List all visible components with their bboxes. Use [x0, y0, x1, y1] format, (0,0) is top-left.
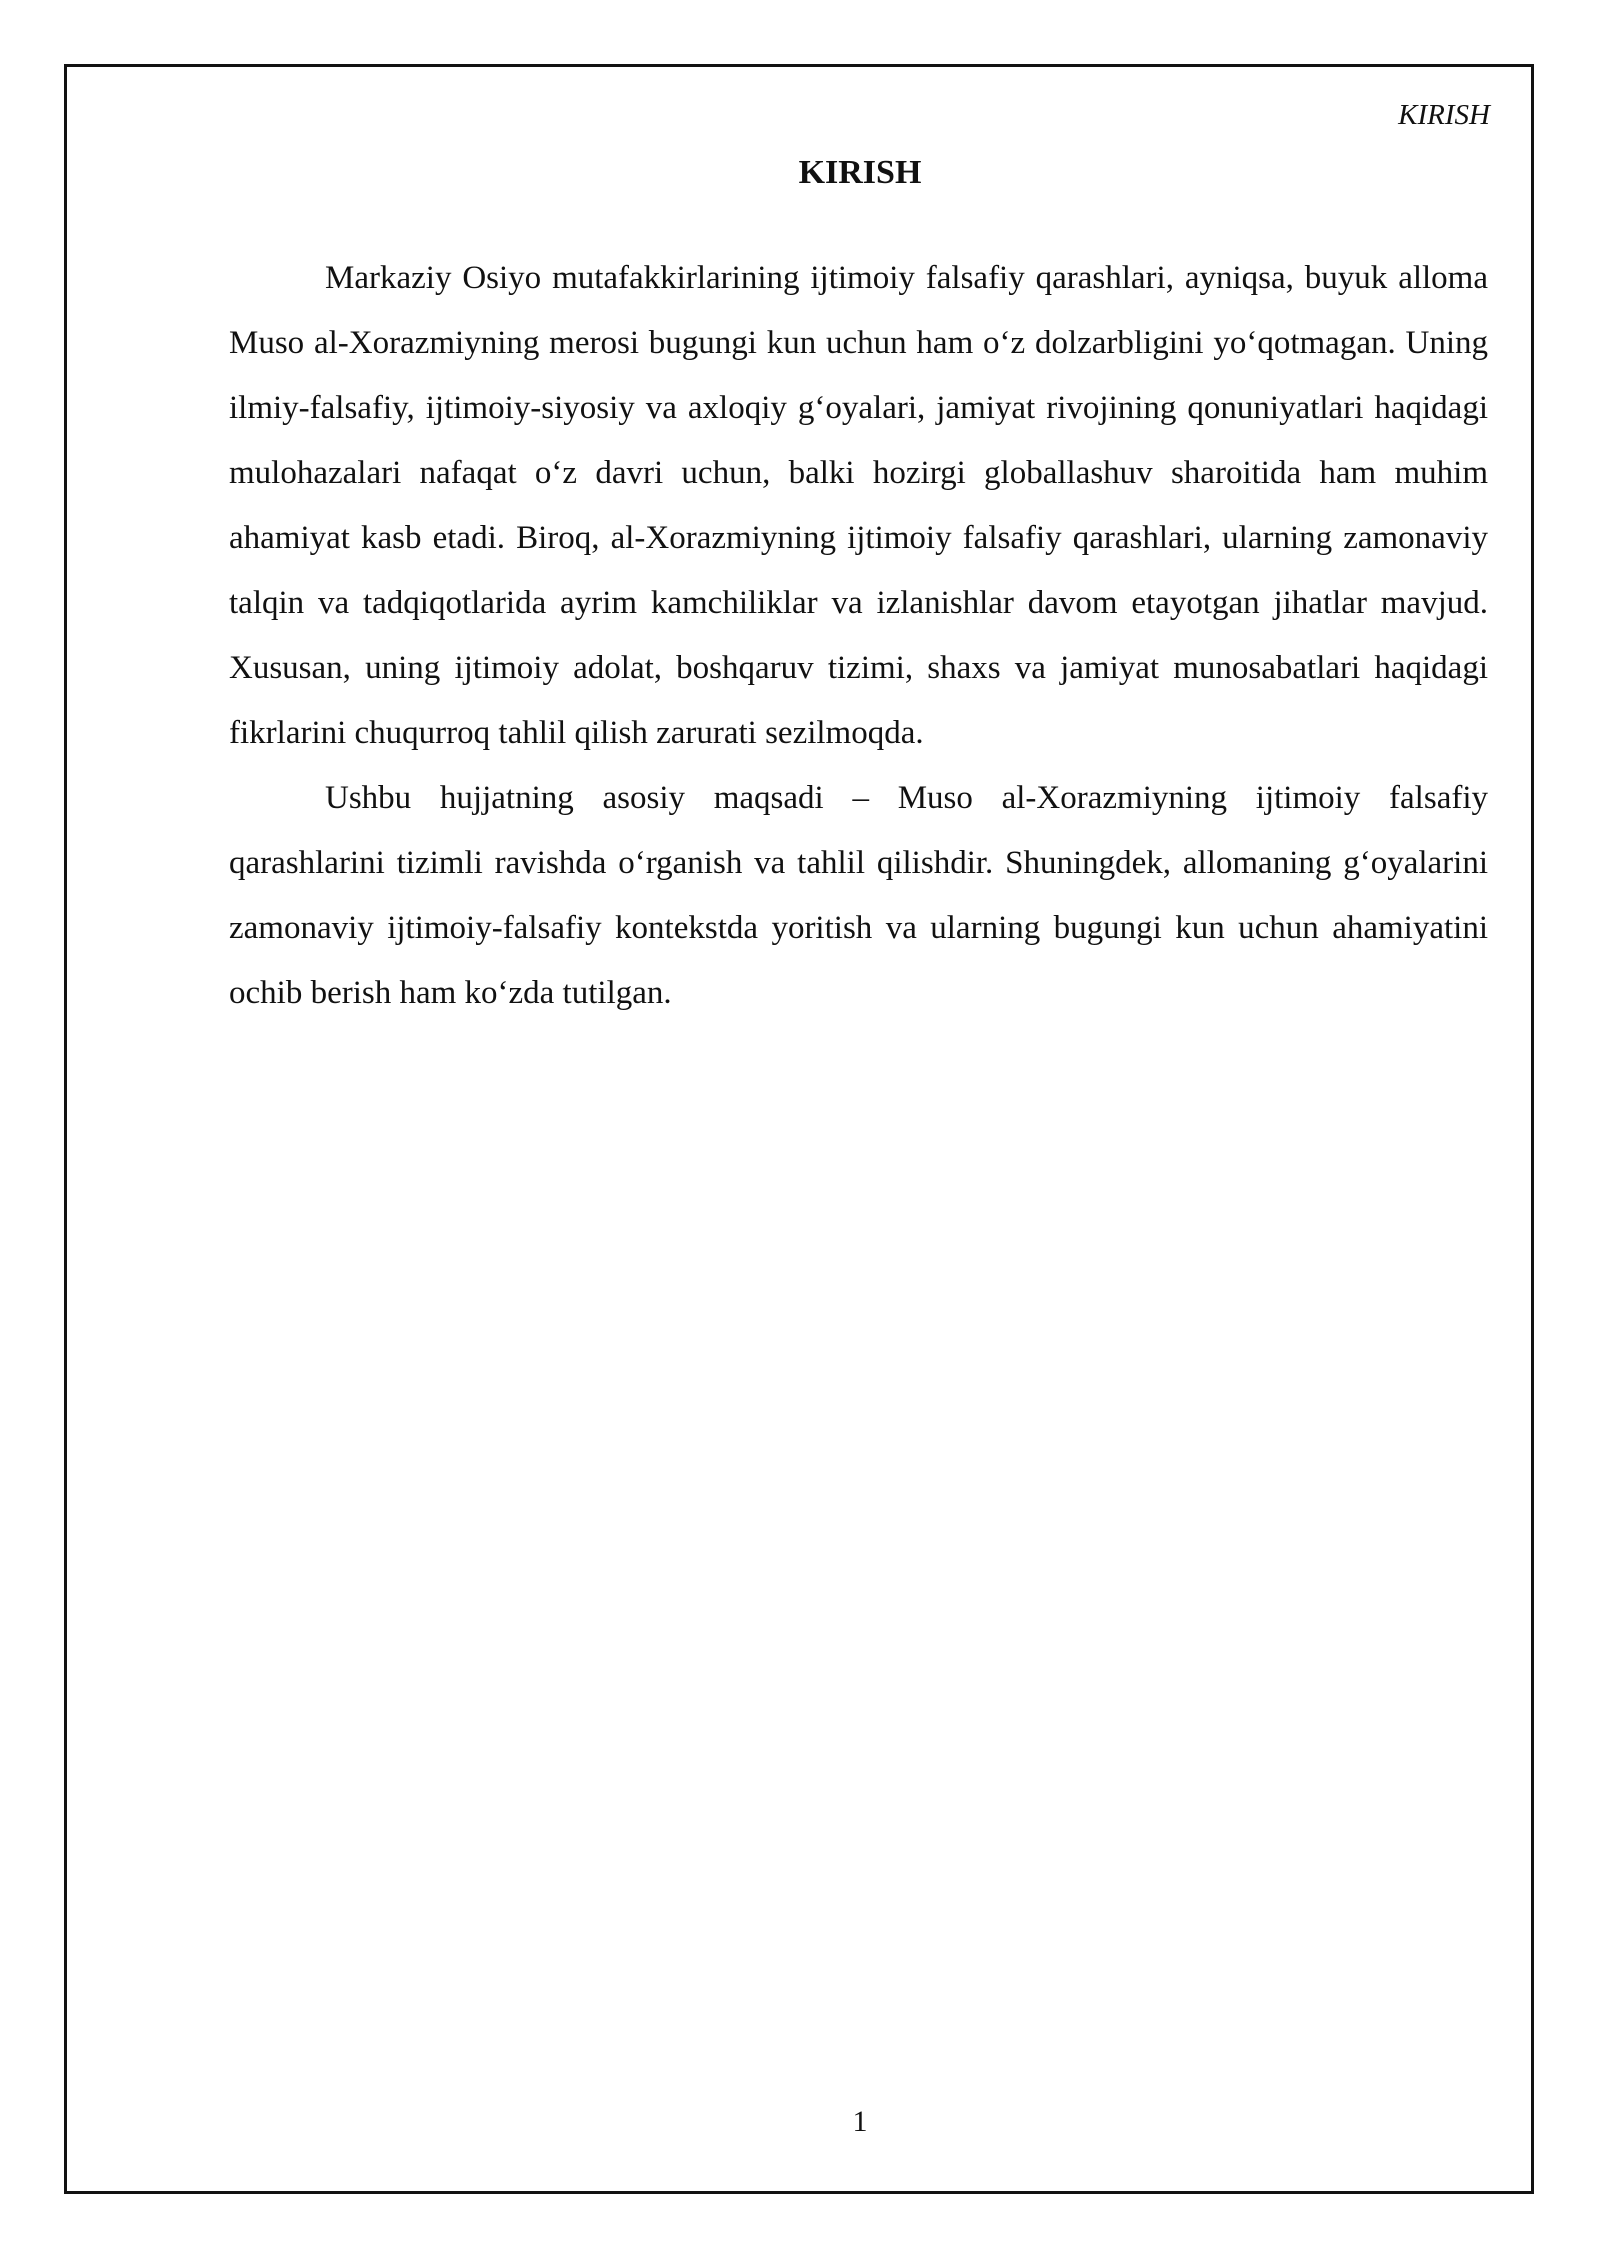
paragraph-2: Ushbu hujjatning asosiy maqsadi – Muso al-Xorazmiyning ijtimoiy falsafiy qarashlarini tizimli ravishda o‘rganish va tahlil qilishdir. Shuningdek, allomaning g‘oyalarini zamonaviy ijtimoiy-falsafiy kontekstda yoritish va ularning bugungi kun uchun ahamiyatini ochib berish ham ko‘zda tutilgan.	[229, 780, 1488, 1011]
running-header: KIRISH	[1398, 99, 1490, 131]
paragraph-1: Markaziy Osiyo mutafakkirlarining ijtimoiy falsafiy qarashlari, ayniqsa, buyuk alloma Muso al-Xorazmiyning merosi bugungi kun uchun ham o‘z dolzarbligini yo‘qotmagan. Uning ilmiy-falsafiy, ijtimoiy-siyosiy va axloqiy g‘oyalari, jamiyat rivojining qonuniyatlari haqidagi mulohazalari nafaqat o‘z davri uchun, balki hozirgi globallashuv sharoitida ham muhim ahamiyat kasb etadi. Biroq, al-Xorazmiyning ijtimoiy falsafiy qarashlari, ularning zamonaviy talqin va tadqiqotlarida ayrim kamchiliklar va izlanishlar davom etayotgan jihatlar mavjud. Xususan, uning ijtimoiy adolat, boshqaruv tizimi, shaxs va jamiyat munosabatlari haqidagi fikrlarini chuqurroq tahlil qilish zarurati sezilmoqda.	[229, 260, 1488, 751]
body-text	[229, 246, 1488, 1026]
page-number: 1	[852, 2105, 868, 2138]
page-title: KIRISH	[798, 154, 922, 191]
